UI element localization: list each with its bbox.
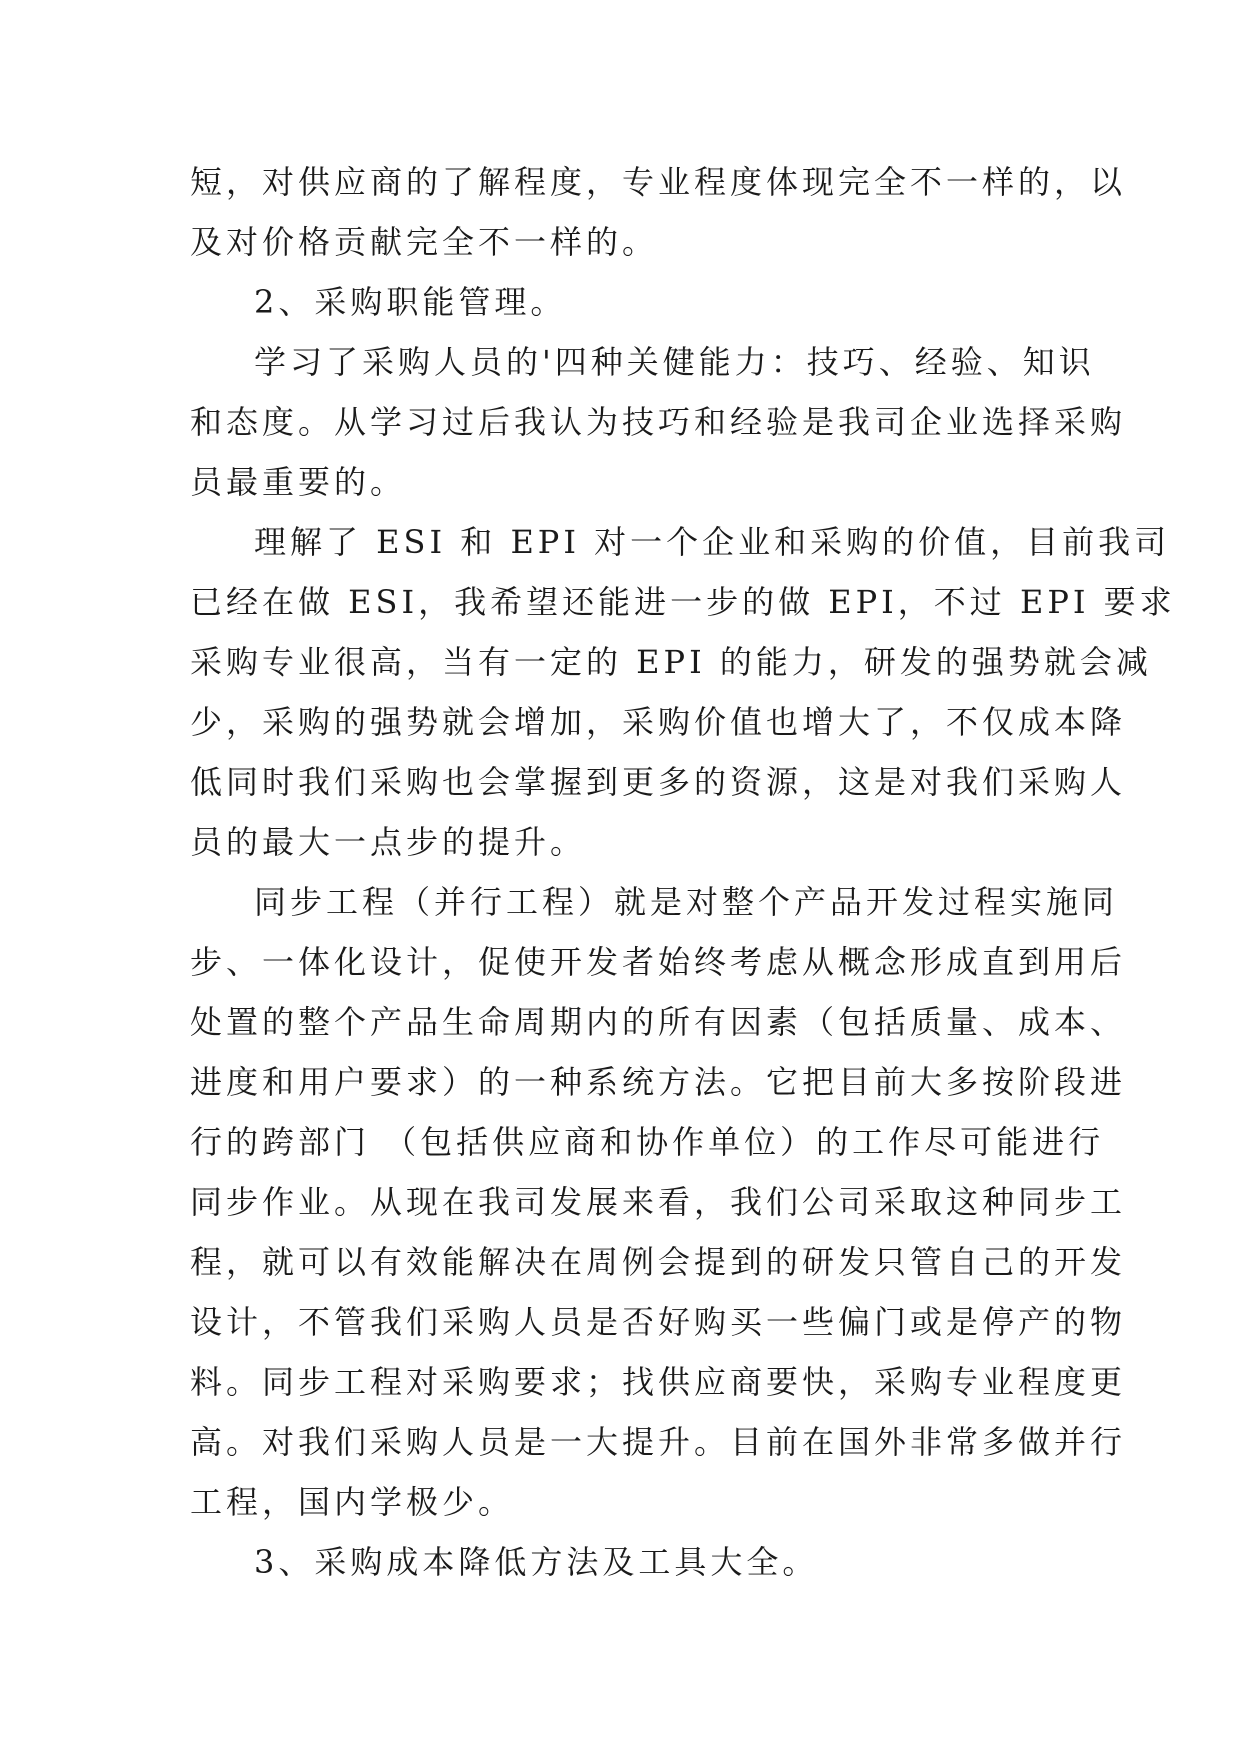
text-line: 少，采购的强势就会增加，采购价值也增大了，不仅成本降 xyxy=(190,703,1127,741)
text-line: 低同时我们采购也会掌握到更多的资源，这是对我们采购人 xyxy=(190,763,1127,801)
text-line: 高。对我们采购人员是一大提升。目前在国外非常多做并行 xyxy=(190,1423,1127,1461)
text-line: 程，就可以有效能解决在周例会提到的研发只管自己的开发 xyxy=(190,1243,1127,1281)
text-line: 采购专业很高，当有一定的 EPI 的能力，研发的强势就会减 xyxy=(190,643,1152,681)
text-line: 和态度。从学习过后我认为技巧和经验是我司企业选择采购 xyxy=(190,403,1127,441)
text-line: 及对价格贡献完全不一样的。 xyxy=(190,223,659,261)
text-line: 员最重要的。 xyxy=(190,463,407,501)
text-line: 步、一体化设计，促使开发者始终考虑从概念形成直到用后 xyxy=(190,943,1127,981)
text-line: 同步工程（并行工程）就是对整个产品开发过程实施同 xyxy=(254,883,1119,921)
section-heading: 2、采购职能管理。 xyxy=(254,283,567,321)
text-line: 短，对供应商的了解程度，专业程度体现完全不一样的，以 xyxy=(190,163,1127,201)
text-line: 同步作业。从现在我司发展来看，我们公司采取这种同步工 xyxy=(190,1183,1127,1221)
text-line: 行的跨部门 （包括供应商和协作单位）的工作尽可能进行 xyxy=(190,1123,1105,1161)
section-heading: 3、采购成本降低方法及工具大全。 xyxy=(254,1543,819,1581)
body-text xyxy=(190,152,1176,1592)
text-line: 工程，国内学极少。 xyxy=(190,1483,515,1521)
text-line: 处置的整个产品生命周期内的所有因素（包括质量、成本、 xyxy=(190,1003,1127,1041)
text-line: 员的最大一点步的提升。 xyxy=(190,823,587,861)
text-line: 已经在做 ESI，我希望还能进一步的做 EPI，不过 EPI 要求 xyxy=(190,583,1176,621)
text-line: 进度和用户要求）的一种系统方法。它把目前大多按阶段进 xyxy=(190,1063,1127,1101)
text-line: 设计，不管我们采购人员是否好购买一些偏门或是停产的物 xyxy=(190,1303,1127,1341)
text-line: 学习了采购人员的'四种关健能力：技巧、经验、知识 xyxy=(254,343,1095,381)
text-line: 料。同步工程对采购要求；找供应商要快，采购专业程度更 xyxy=(190,1363,1127,1401)
text-line: 理解了 ESI 和 EPI 对一个企业和采购的价值，目前我司 xyxy=(254,523,1171,561)
